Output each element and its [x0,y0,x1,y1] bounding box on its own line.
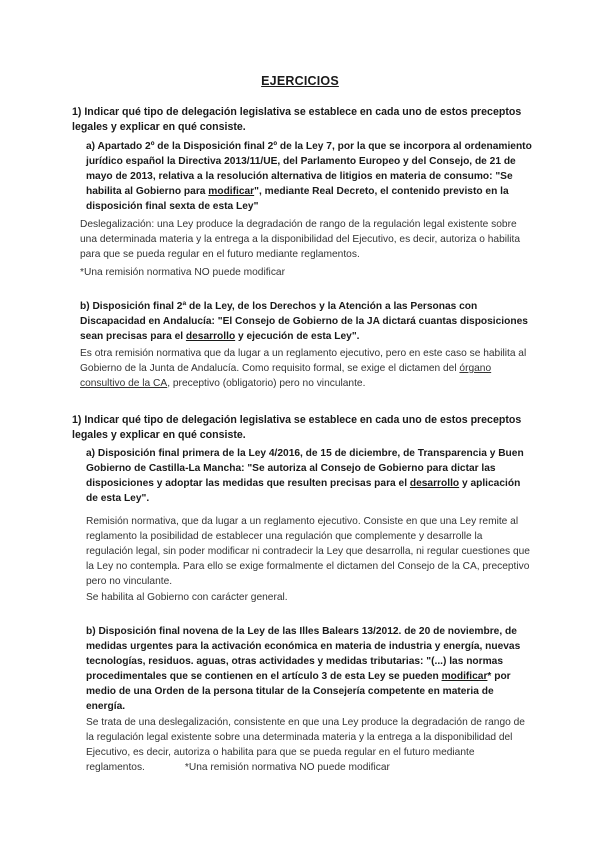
exercise-2b-heading-text-end: * por medio de una Orden de la persona titular de la Consejería competente en materia de energía. [86,671,511,712]
exercise-1a-heading-underlined: modificar [208,186,255,197]
exercise-2a-heading-text-end: y aplicación de esta Ley". [86,478,521,504]
question-1: 1) Indicar qué tipo de delegación legislativa se establece en cada uno de estos preceptos legales y explicar en qué consiste. [72,106,522,133]
exercise-1b-answer [80,346,532,391]
page-title: EJERCICIOS [261,74,339,88]
question-2: 1) Indicar qué tipo de delegación legislativa se establece en cada uno de estos preceptos legales y explicar en qué consiste. [72,414,522,441]
exercise-1a-heading-text-end: ", mediante Real Decreto, el contenido previsto en la disposición final sexta de esta Ley" [86,186,509,212]
exercise-1b-heading [80,299,532,344]
exercise-1b-heading-text: b) Disposición final 2ª de la Ley, de los Derechos y la Atención a las Personas con Discapacidad en Andalucía: "El Consejo de Gobierno de la JA dictará cuantas disposiciones sean precisas para el [80,301,528,342]
exercise-1a-answer: Deslegalización: una Ley produce la degradación de rango de la regulación legal existente sobre una determinada materia y la entrega a la disponibilidad del Ejecutivo, es decir, autoriza o habilita para que se pueda regular en el futuro mediante reglamentos. [80,219,521,260]
exercise-2b-answer-text: Se trata de una deslegalización, consistente en que una Ley produce la degradación de rango de la regulación legal existente sobre una determinada materia y la entrega a la disponibilidad del Ejecutivo, es decir, autoriza o habilita para que se pueda regular en el futuro mediante reglamentos. [86,717,525,773]
exercise-2b-heading [86,624,532,714]
exercise-2b-note: *Una remisión normativa NO puede modificar [184,762,390,773]
exercise-1b-answer-text-end: , preceptivo (obligatorio) pero no vinculante. [167,378,366,389]
exercise-2a-note: Se habilita al Gobierno con carácter general. [86,592,288,603]
exercise-2a-heading-underlined: desarrollo [409,478,460,489]
exercise-2b-heading-text: b) Disposición final novena de la Ley de las Illes Balears 13/2012. de 20 de noviembre, de medidas urgentes para la activación económica en materia de industria y energía, nuevas tecnologías, residuos. aguas, otras actividades y medidas tributarias: "(...) las normas procedimentales que se contienen en el artículo 3 de esta Ley se pueden [86,626,521,682]
exercise-2b-answer [86,715,532,775]
exercise-1b-heading-underlined: desarrollo [185,331,236,342]
exercise-1a-heading-text: a) Apartado 2º de la Disposición final 2º de la Ley 7, por la que se incorpora al ordenamiento jurídico español la Directiva 2013/11/UE, del Parlamento Europeo y del Consejo, de 21 de mayo de 2013, relativa a la resolución alternativa de litigios en materia de consumo: "Se habilita al Gobierno para [86,141,532,197]
exercise-1b-answer-text: Es otra remisión normativa que da lugar a un reglamento ejecutivo, pero en este caso se habilita al Gobierno de la Junta de Andalucía. Como requisito formal, se exige el dictamen del [80,348,527,374]
exercise-1a-note: *Una remisión normativa NO puede modificar [80,267,285,278]
exercise-2a-answer: Remisión normativa, que da lugar a un reglamento ejecutivo. Consiste en que una Ley remite al reglamento la posibilidad de establecer una regulación que complemente y desarrolle la regulación legal, sin poder modificar ni contradecir la Ley que desarrolla, ni regular cuestiones que la Ley no contempla. Para ello se exige formalmente el dictamen del Consejo de la CA, preceptivo pero no vinculante. [86,516,530,587]
exercise-1b-answer-underlined: órgano consultivo de la CA [80,363,492,389]
exercise-2b-heading-underlined: modificar [441,671,488,682]
exercise-1b-heading-text-end: y ejecución de esta Ley". [235,331,360,342]
exercise-2a-heading-text: a) Disposición final primera de la Ley 4/2016, de 15 de diciembre, de Transparencia y Buen Gobierno de Castilla-La Mancha: "Se autoriza al Consejo de Gobierno para dictar las disposiciones y adoptar las medidas que resulten precisas para el [86,448,524,489]
exercise-2a-heading [86,446,532,506]
exercise-1a-heading [86,139,532,214]
